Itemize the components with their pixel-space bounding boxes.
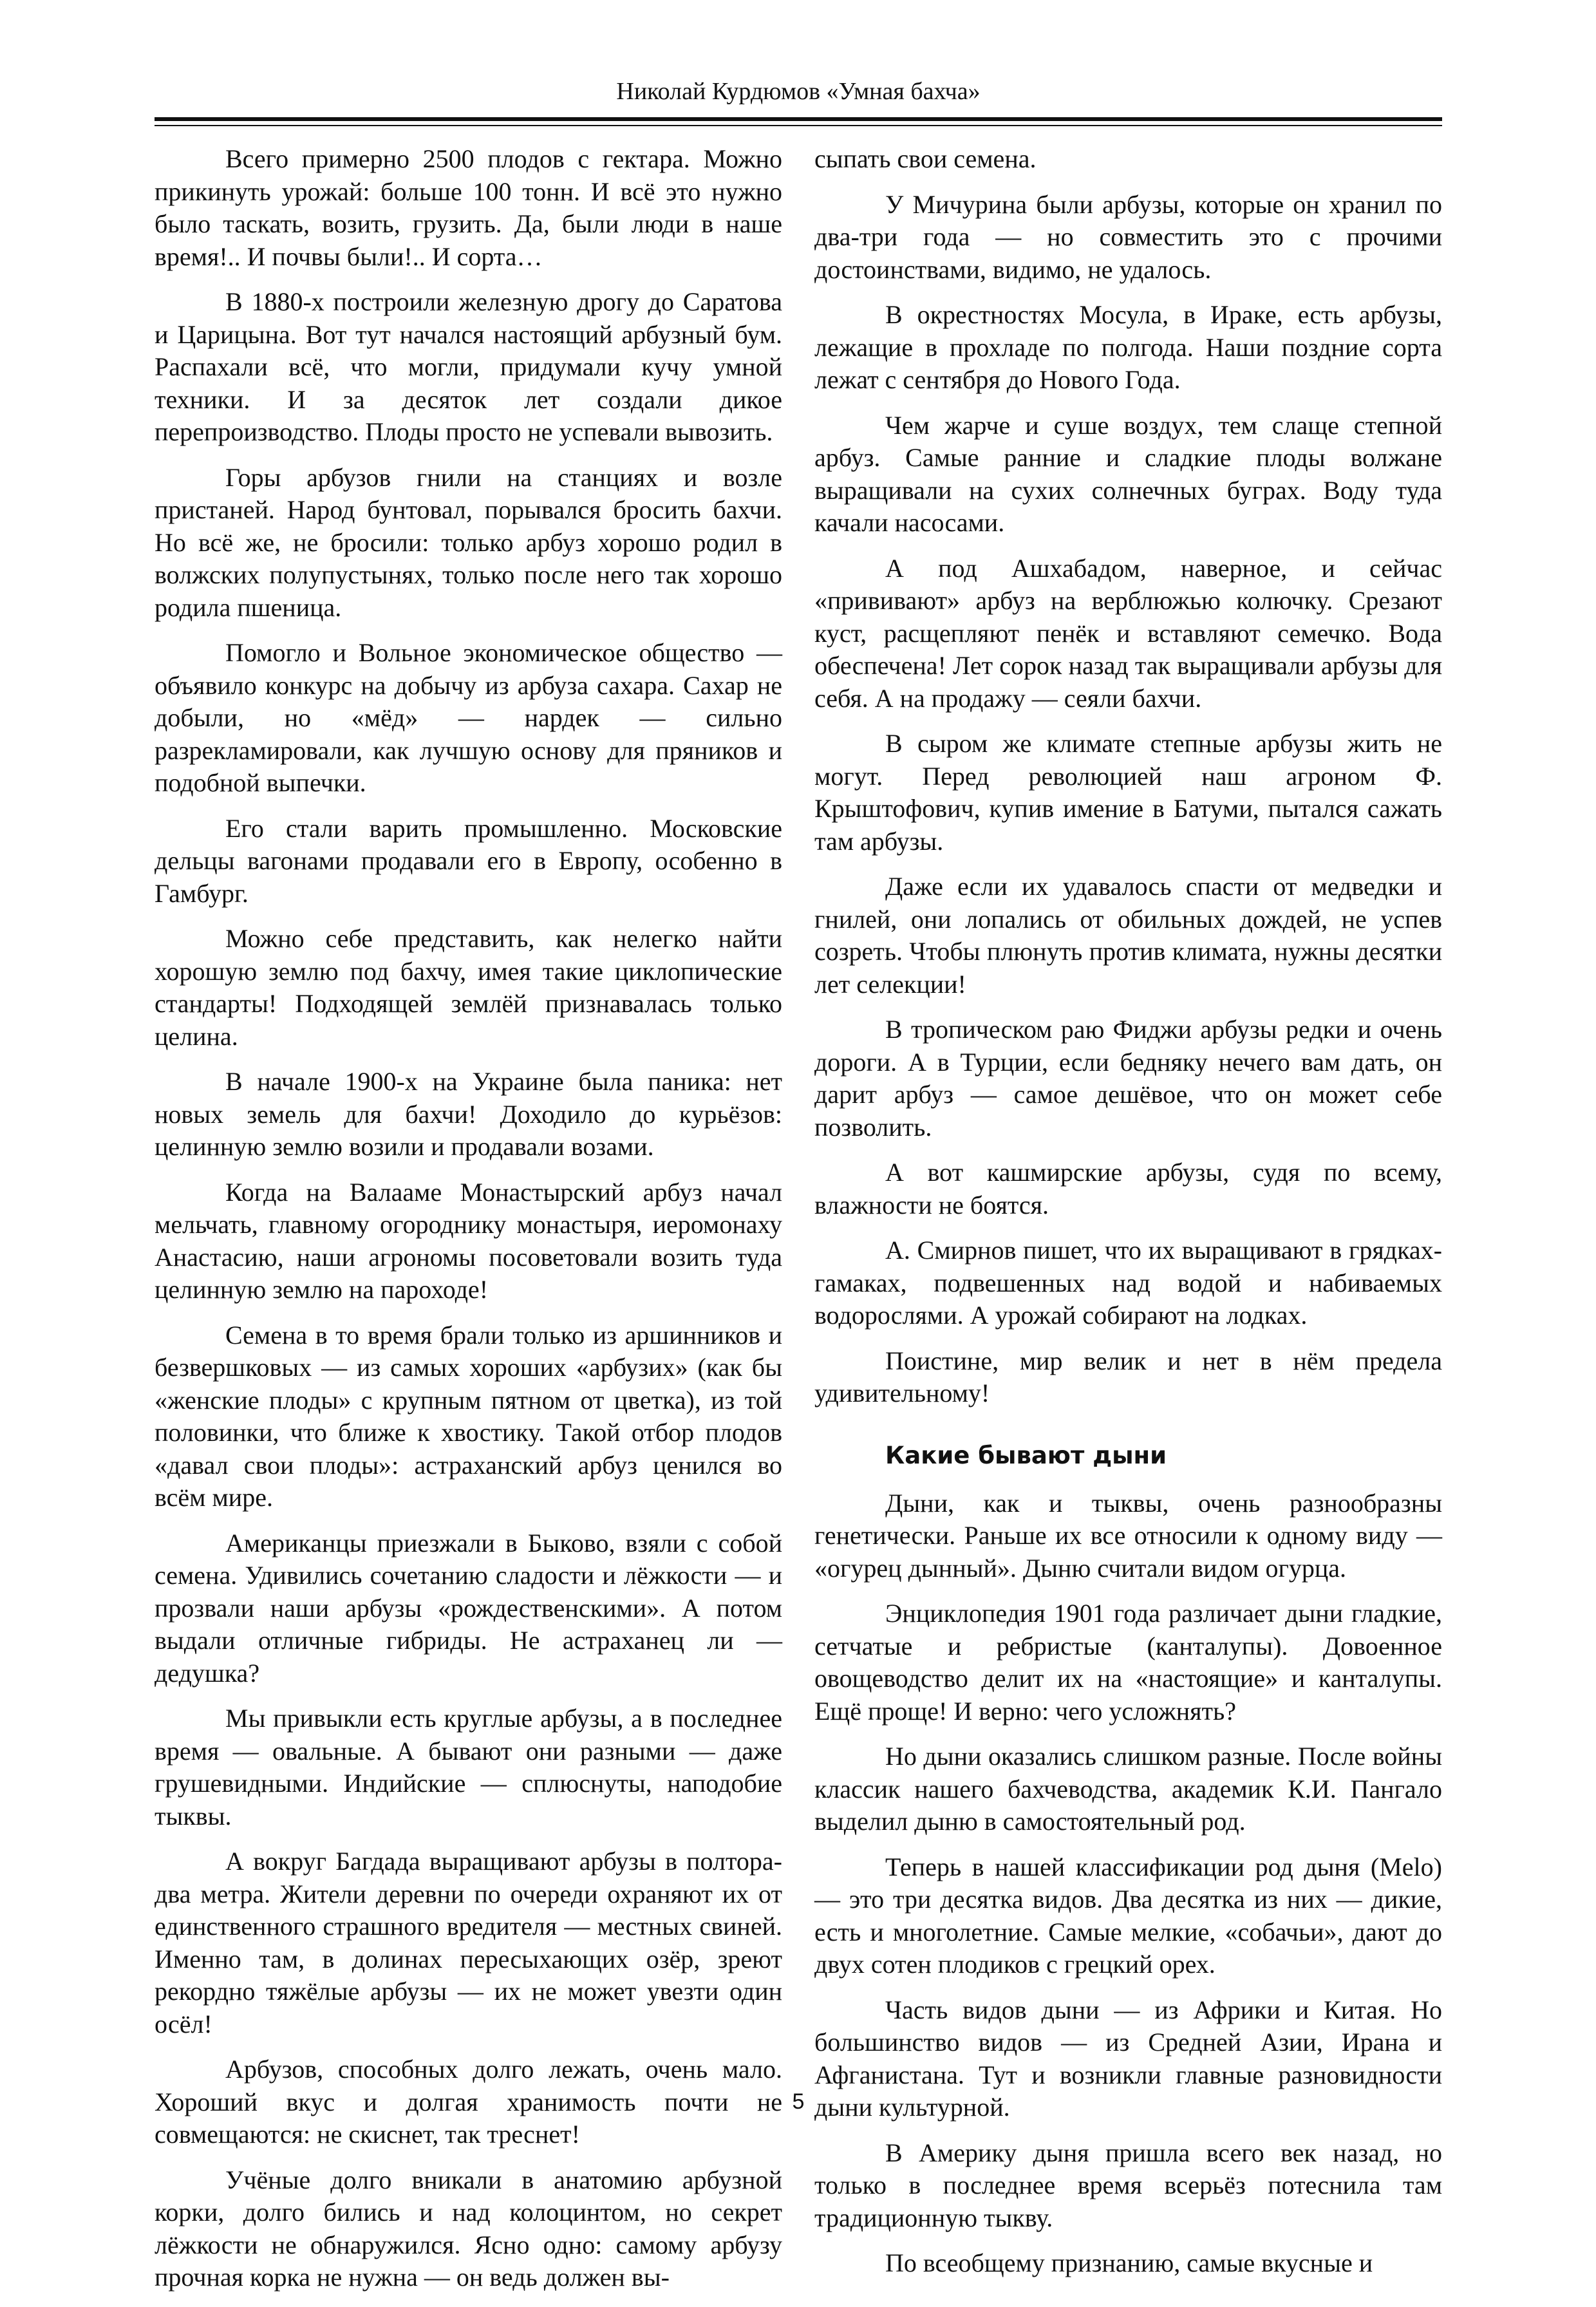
paragraph: В начале 1900-х на Украине была паника: нет новых земель для бахчи! Доходило до курьёзов: целинную землю возили и продавали возами. [155,1067,782,1161]
paragraph: Мы привыкли есть круглые арбузы, а в последнее время — овальные. А бывают они разными — даже грушевидными. Индийские — сплюснуты, наподобие тыквы. [155,1704,782,1831]
paragraph: А вот кашмирские арбузы, судя по всему, влажности не боятся. [814,1158,1442,1219]
paragraph: У Мичурина были арбузы, которые он хранил по два-три года — но совместить это с прочими достоинствами, видимо, не удалось. [814,189,1442,284]
paragraph: Часть видов дыни — из Африки и Китая. Но большинство видов — из Средней Азии, Ирана и Афганистана. Тут и возникли главные разновидности дыни культурной. [814,1995,1442,2122]
paragraph: Энциклопедия 1901 года различает дыни гладкие, сетчатые и ребристые (канталупы). Довоенное овощеводство делит их на «настоящие» и канталупы. Ещё проще! И верно: чего усложнять? [814,1599,1442,1726]
paragraph: В окрестностях Мосула, в Ираке, есть арбузы, лежащие в прохладе по полгода. Наши поздние сорта лежат с сентября до Нового Года. [814,300,1442,394]
paragraph: Американцы приезжали в Быково, взяли с собой семена. Удивились сочетанию сладости и лёжкости — и прозвали наши арбузы «рождественскими». А потом выдали отличные гибриды. Не астраханец ли — дедушка? [155,1528,782,1688]
paragraph: В Америку дыня пришла всего век назад, но только в последнее время всерьёз потеснила там традиционную тыкву. [814,2138,1442,2232]
paragraph: Даже если их удавалось спасти от медведки и гнилей, они лопались от обильных дождей, не успев созреть. Чтобы плюнуть против климата, нужны десятки лет селекции! [814,872,1442,999]
section-heading: Какие бывают дыни [885,1441,1167,1469]
paragraph: В тропическом раю Фиджи арбузы редки и очень дороги. А в Турции, если бедняку нечего вам дать, он дарит арбуз — самое дешёвое, что он может себе позволить. [814,1015,1442,1142]
paragraph: А вокруг Багдада выращивают арбузы в полтора-два метра. Жители деревни по очереди охраняют их от единственного страшного вредителя — местных свиней. Именно там, в долинах пересыхающих озёр, зреют рекордно тяжёлые арбузы — их не может увезти один осёл! [155,1847,782,2039]
paragraph: По всеобщему признанию, самые вкусные и [885,2248,1373,2277]
paragraph: Но дыни оказались слишком разные. После войны классик нашего бахчеводства, академик К.И. Пангало выделил дыню в самостоятельный род. [814,1742,1442,1836]
left-column [155,143,782,2307]
paragraph: Теперь в нашей классификации род дыня (Melo) — это три десятка видов. Два десятка из них — дикие, есть и многолетние. Самые мелкие, «собачьи», дают до двух сотен плодиков с грецкий орех. [814,1852,1442,1979]
paragraph: Горы арбузов гнили на станциях и возле пристаней. Народ бунтовал, порывался бросить бахчи. Но всё же, не бросили: только арбуз хорошо родил в волжских полупустынях, только после него так хорошо родила пшеница. [155,462,782,622]
paragraph: Семена в то время брали только из аршинников и безвершковых — из самых хороших «арбузих» (как бы «женские плоды» с крупным пятном от цветка), из той половинки, что ближе к хвостику. Такой отбор плодов «давал свои плоды»: астраханский арбуз ценился во всём мире. [155,1320,782,1512]
paragraph: В сыром же климате степные арбузы жить не могут. Перед революцией наш агроном Ф. Крыштофович, купив имение в Батуми, пытался сажать там арбузы. [814,729,1442,856]
paragraph: Поистине, мир велик и нет в нём предела удивительному! [814,1346,1442,1408]
paragraph-continuation: сыпать свои семена. [814,144,1037,173]
paragraph: Помогло и Вольное экономическое общество — объявило конкурс на добычу из арбуза сахара. Сахар не добыли, но «мёд» — нардек — сильно разрекламировали, как лучшую основу для пряников и подобной выпечки. [155,638,782,797]
right-column [814,143,1442,2293]
running-header: Николай Курдюмов «Умная бахча» [616,78,981,105]
page-number: 5 [792,2089,805,2114]
paragraph: В 1880-х построили железную дрогу до Саратова и Царицына. Вот тут начался настоящий арбузный бум. Распахали всё, что могли, придумали кучу умной техники. И за десяток лет создали дикое перепроизводство. Плоды просто не успевали вывозить. [155,287,782,446]
paragraph: Можно себе представить, как нелегко найти хорошую землю под бахчу, имея такие циклопические стандарты! Подходящей землёй признавалась только целина. [155,924,782,1051]
paragraph: А под Ашхабадом, наверное, и сейчас «прививают» арбуз на верблюжью колючку. Срезают куст, расщепляют пенёк и вставляют семечко. Вода обеспечена! Лет сорок назад так выращивали арбузы для себя. А на продажу — сеяли бахчи. [814,553,1442,713]
header-rule-thin [155,125,1442,126]
paragraph: Дыни, как и тыквы, очень разнообразны генетически. Раньше их все относили к одному виду — «огурец дынный». Дыню считали видом огурца. [814,1488,1442,1583]
paragraph: Учёные долго вникали в анатомию арбузной корки, долго бились и над колоцинтом, но секрет лёжкости не обнаружился. Ясно одно: самому арбузу прочная корка не нужна — он ведь должен вы- [155,2165,782,2292]
paragraph: Арбузов, способных долго лежать, очень мало. Хороший вкус и долгая хранимость почти не совмещаются: не скиснет, так треснет! [155,2055,782,2149]
header-rule-thick [155,117,1442,121]
paragraph: Чем жарче и суше воздух, тем слаще степной арбуз. Самые ранние и сладкие плоды волжане выращивали на сухих солнечных буграх. Воду туда качали насосами. [814,410,1442,537]
paragraph: Его стали варить промышленно. Московские дельцы вагонами продавали его в Европу, особенно в Гамбург. [155,813,782,908]
paragraph: Когда на Валааме Монастырский арбуз начал мельчать, главному огороднику монастыря, иеромонаху Анастасию, наши агрономы посоветовали возить туда целинную землю на пароходе! [155,1177,782,1304]
paragraph: А. Смирнов пишет, что их выращивают в грядках-гамаках, подвешенных над водой и набиваемых водорослями. А урожай собирают на лодках. [814,1236,1442,1330]
paragraph: Всего примерно 2500 плодов с гектара. Можно прикинуть урожай: больше 100 тонн. И всё это нужно было таскать, возить, грузить. Да, были люди в наше время!.. И почвы были!.. И сорта… [155,144,782,271]
